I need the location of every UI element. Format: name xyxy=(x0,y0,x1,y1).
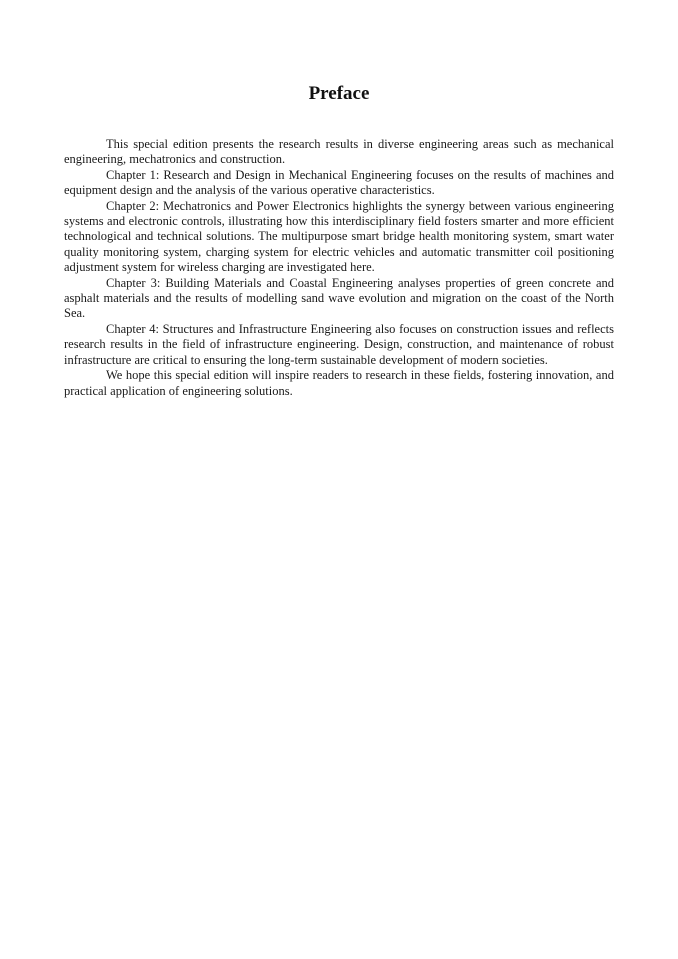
paragraph-chapter-2: Chapter 2: Mechatronics and Power Electronics highlights the synergy between various engineering systems and electronic controls, illustrating how this interdisciplinary field fosters smarter and more efficient technological and technical solutions. The multipurpose smart bridge health monitoring system, smart water quality monitoring system, charging system for electric vehicles and automatic transmitter coil positioning adjustment system for wireless charging are investigated here. xyxy=(64,198,614,275)
paragraph-chapter-4: Chapter 4: Structures and Infrastructure Engineering also focuses on construction issues and reflects research results in the field of infrastructure engineering. Design, construction, and maintenance of robust infrastructure are critical to ensuring the long-term sustainable development of modern societies. xyxy=(64,321,614,367)
preface-body xyxy=(64,137,614,399)
paragraph-closing: We hope this special edition will inspire readers to research in these fields, fostering innovation, and practical application of engineering solutions. xyxy=(64,368,614,398)
page-title: Preface xyxy=(308,83,370,104)
paragraph-chapter-3: Chapter 3: Building Materials and Coastal Engineering analyses properties of green concrete and asphalt materials and the results of modelling sand wave evolution and migration on the coast of the North Sea. xyxy=(64,275,614,321)
paragraph-chapter-1: Chapter 1: Research and Design in Mechanical Engineering focuses on the results of machines and equipment design and the analysis of the various operative characteristics. xyxy=(64,167,614,198)
paragraph-intro: This special edition presents the research results in diverse engineering areas such as mechanical engineering, mechatronics and construction. xyxy=(64,137,614,167)
